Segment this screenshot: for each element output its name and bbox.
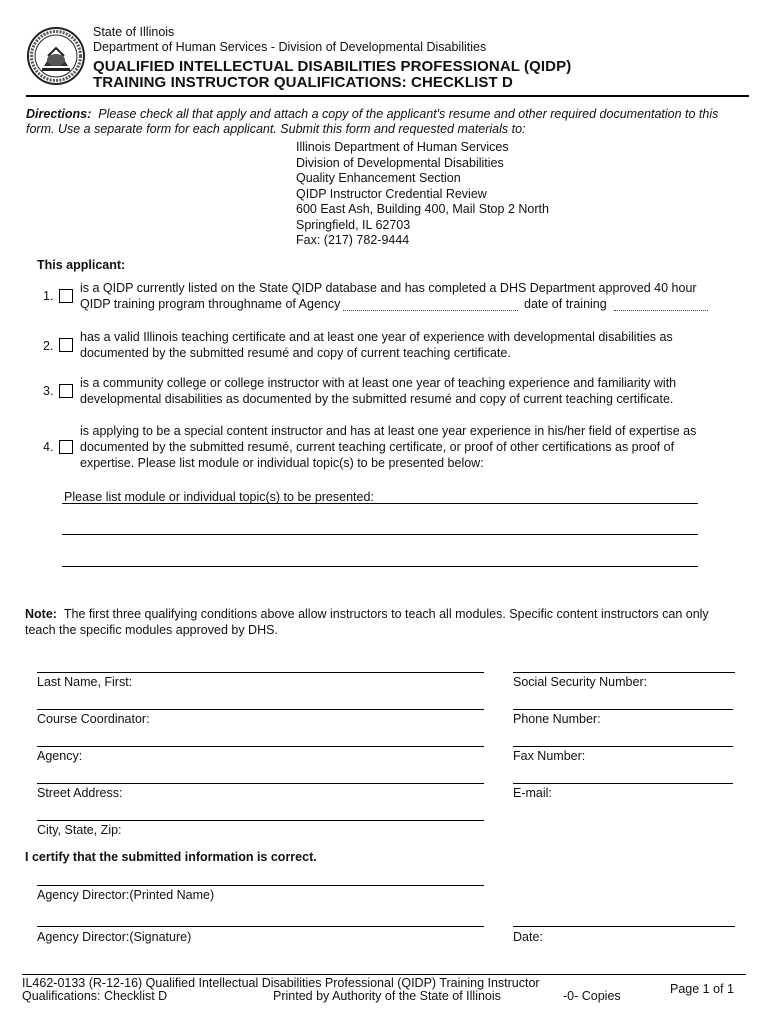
phone-label: Phone Number: bbox=[513, 712, 601, 726]
checkbox-item-2[interactable] bbox=[59, 338, 73, 352]
item-2-text-1: has a valid Illinois teaching certificate and at least one year of experience with developmental disabilities as bbox=[80, 330, 673, 344]
date-field[interactable] bbox=[513, 926, 735, 927]
directions-line1 bbox=[26, 107, 748, 122]
item-4-text-1: is applying to be a special content instructor and has at least one year experience in his/her field of expertise as bbox=[80, 424, 697, 438]
item-1-text-1: is a QIDP currently listed on the State QIDP database and has completed a DHS Department approved 40 hour bbox=[80, 281, 697, 295]
ssn-field[interactable] bbox=[513, 672, 735, 673]
checkbox-item-3[interactable] bbox=[59, 384, 73, 398]
email-field[interactable] bbox=[513, 783, 733, 784]
footer-printed-by: Printed by Authority of the State of Illinois bbox=[273, 989, 501, 1003]
modules-line-3[interactable] bbox=[62, 566, 698, 567]
address-line: QIDP Instructor Credential Review bbox=[296, 186, 487, 201]
director-printed-name-field[interactable] bbox=[37, 885, 484, 886]
address-line: Division of Developmental Disabilities bbox=[296, 155, 504, 170]
checkbox-item-1[interactable] bbox=[59, 289, 73, 303]
certify-statement: I certify that the submitted information is correct. bbox=[25, 850, 317, 864]
note-line1 bbox=[25, 607, 745, 622]
note-text-1: The first three qualifying conditions above allow instructors to teach all modules. Specific content instructors can only bbox=[63, 607, 709, 621]
modules-line-1[interactable] bbox=[62, 503, 698, 504]
note-text-2: teach the specific modules approved by DHS. bbox=[25, 623, 278, 637]
agency-label: Agency: bbox=[37, 749, 83, 763]
applicant-label: This applicant: bbox=[37, 258, 126, 272]
form-title-line2: TRAINING INSTRUCTOR QUALIFICATIONS: CHECKLIST D bbox=[93, 74, 513, 91]
agency-name-field[interactable] bbox=[343, 310, 518, 311]
ssn-label: Social Security Number: bbox=[513, 675, 648, 689]
email-label: E-mail: bbox=[513, 786, 552, 800]
footer-form-line2: Qualifications: Checklist D bbox=[22, 989, 168, 1003]
address-line: Illinois Department of Human Services bbox=[296, 140, 509, 154]
state-name: State of Illinois bbox=[93, 25, 175, 39]
modules-line-2[interactable] bbox=[62, 534, 698, 535]
course-coordinator-field[interactable] bbox=[37, 709, 484, 710]
address-line: 600 East Ash, Building 400, Mail Stop 2 North bbox=[296, 202, 549, 216]
address-line: Fax: (217) 782-9444 bbox=[296, 233, 410, 247]
last-name-first-field[interactable] bbox=[37, 672, 484, 673]
city-state-zip-field[interactable] bbox=[37, 820, 484, 821]
date-of-training-field[interactable] bbox=[614, 310, 708, 311]
fax-label: Fax Number: bbox=[513, 749, 586, 763]
footer-divider bbox=[22, 974, 746, 975]
form-title-line1: QUALIFIED INTELLECTUAL DISABILITIES PROFESSIONAL (QIDP) bbox=[93, 58, 572, 75]
date-label: Date: bbox=[513, 930, 543, 944]
item-number: 1. bbox=[43, 289, 54, 303]
note-label: Note: bbox=[25, 607, 57, 621]
date-of-training-label: date of training bbox=[524, 297, 607, 311]
phone-field[interactable] bbox=[513, 709, 733, 710]
directions-text-2: form. Use a separate form for each applicant. Submit this form and requested materials to: bbox=[26, 122, 526, 136]
directions-text-1: Please check all that apply and attach a copy of the applicant's resume and other required documentation to this bbox=[98, 107, 719, 121]
modules-label: Please list module or individual topic(s) to be presented: bbox=[64, 490, 374, 504]
agency-field-label: name of Agency bbox=[250, 297, 341, 311]
item-2-text-2: documented by the submitted resumé and copy of current teaching certificate. bbox=[80, 346, 511, 360]
course-coordinator-label: Course Coordinator: bbox=[37, 712, 150, 726]
director-signature-field[interactable] bbox=[37, 926, 484, 927]
item-3-text-1: is a community college or college instructor with at least one year of teaching experience and familiarity with bbox=[80, 376, 677, 390]
address-block bbox=[296, 140, 549, 249]
last-name-first-label: Last Name, First: bbox=[37, 675, 133, 689]
footer-page-number: Page 1 of 1 bbox=[670, 982, 734, 996]
item-number: 2. bbox=[43, 339, 54, 353]
street-address-label: Street Address: bbox=[37, 786, 123, 800]
item-number: 3. bbox=[43, 384, 54, 398]
directions-label: Directions: bbox=[26, 107, 92, 121]
director-printed-name-label: Agency Director:(Printed Name) bbox=[37, 888, 215, 902]
fax-field[interactable] bbox=[513, 746, 733, 747]
item-4-text-2: documented by the submitted resumé, current teaching certificate, or proof of other certifications as proof of bbox=[80, 440, 675, 454]
department-name: Department of Human Services - Division of Developmental Disabilities bbox=[93, 40, 487, 54]
state-seal bbox=[26, 26, 86, 86]
checkbox-item-4[interactable] bbox=[59, 440, 73, 454]
item-4-text-3: expertise. Please list module or individual topic(s) to be presented below: bbox=[80, 456, 484, 470]
footer-copies: -0- Copies bbox=[563, 989, 621, 1003]
item-number: 4. bbox=[43, 440, 54, 454]
address-line: Quality Enhancement Section bbox=[296, 171, 461, 185]
director-signature-label: Agency Director:(Signature) bbox=[37, 930, 192, 944]
city-state-zip-label: City, State, Zip: bbox=[37, 823, 122, 837]
street-address-field[interactable] bbox=[37, 783, 484, 784]
agency-field[interactable] bbox=[37, 746, 484, 747]
address-line: Springfield, IL 62703 bbox=[296, 217, 411, 232]
item-1-text-2: QIDP training program throughname of Agency bbox=[80, 297, 341, 311]
item-3-text-2: developmental disabilities as documented by the submitted resumé and copy of current teaching certificate. bbox=[80, 392, 674, 406]
header-divider bbox=[26, 95, 749, 97]
footer-form-line1: IL462-0133 (R-12-16) Qualified Intellectual Disabilities Professional (QIDP) Training Instructor bbox=[22, 976, 540, 990]
